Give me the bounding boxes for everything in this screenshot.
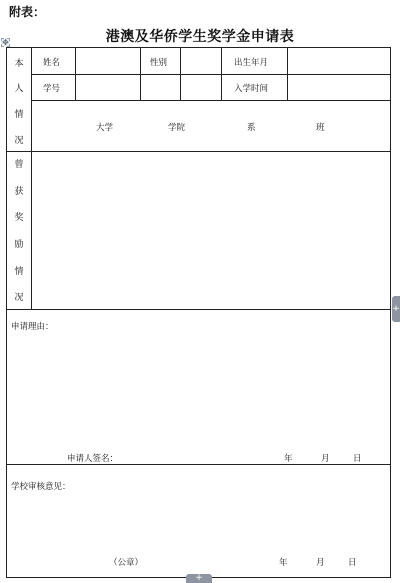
table-move-handle-icon[interactable]: ✥ — [2, 38, 9, 47]
section-awards-char: 曾 — [14, 160, 24, 170]
enroll-date-label: 入学时间 — [234, 84, 269, 94]
review-day: 日 — [348, 558, 357, 568]
section-awards-char: 情 — [14, 267, 24, 277]
gender-label: 性别 — [150, 58, 168, 68]
section-awards-char: 获 — [14, 187, 24, 197]
add-row-handle-icon[interactable]: + — [186, 574, 212, 583]
reason-field[interactable] — [11, 338, 387, 448]
official-seal-label: （公章） — [109, 558, 144, 568]
class-label: 班 — [316, 123, 325, 133]
review-field[interactable] — [11, 498, 387, 553]
column-divider — [221, 48, 222, 100]
department-label: 系 — [247, 123, 256, 133]
review-month: 月 — [316, 558, 325, 568]
student-id-field[interactable] — [76, 75, 139, 99]
row-divider — [31, 100, 391, 101]
application-form-table — [6, 47, 391, 578]
column-divider — [140, 48, 141, 100]
section-personal-char: 况 — [14, 136, 24, 146]
review-label: 学校审核意见： — [11, 482, 71, 492]
section-personal-char: 本 — [14, 59, 24, 69]
birth-label: 出生年月 — [234, 58, 269, 68]
reason-day: 日 — [353, 454, 362, 464]
awards-field[interactable] — [32, 152, 390, 308]
section-personal-char: 人 — [14, 84, 24, 94]
attachment-label: 附表： — [9, 5, 46, 19]
student-id-label: 学号 — [43, 84, 61, 94]
row-divider — [7, 464, 391, 465]
reason-year: 年 — [284, 454, 293, 464]
birth-field[interactable] — [288, 49, 390, 73]
form-title: 港澳及华侨学生奖学金申请表 — [105, 29, 295, 45]
row-divider — [7, 309, 391, 310]
enroll-date-field[interactable] — [288, 75, 390, 99]
section-awards-char: 励 — [14, 240, 24, 250]
college-label: 学院 — [168, 123, 186, 133]
section-awards-char: 奖 — [14, 213, 24, 223]
university-label: 大学 — [96, 123, 114, 133]
add-column-handle-icon[interactable]: + — [392, 296, 400, 322]
reason-month: 月 — [321, 454, 330, 464]
gender-field[interactable] — [181, 49, 220, 73]
review-year: 年 — [279, 558, 288, 568]
section-personal-char: 情 — [14, 110, 24, 120]
section-awards-char: 况 — [14, 293, 24, 303]
applicant-signature-label: 申请人签名： — [67, 454, 119, 464]
name-label: 姓名 — [43, 58, 61, 68]
name-field[interactable] — [76, 49, 139, 73]
reason-label: 申请理由： — [11, 322, 54, 332]
